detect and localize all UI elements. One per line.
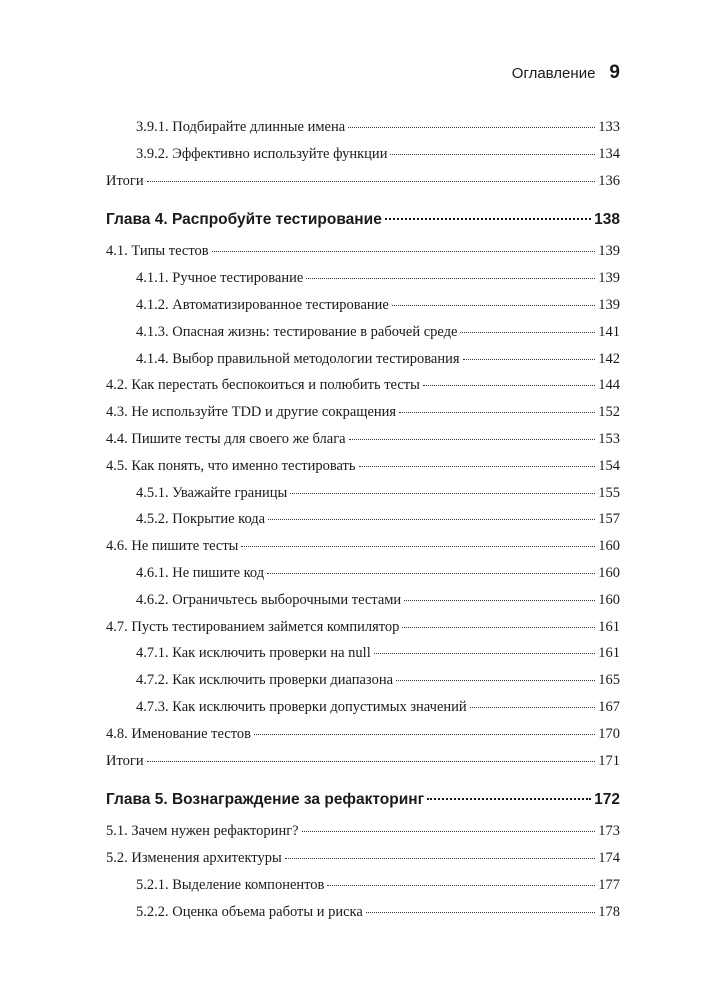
toc-entry-page: 174 — [598, 850, 620, 867]
toc-entry-label: 4.7.3. Как исключить проверки допустимых значений — [136, 698, 467, 715]
toc-entry-label: 4.3. Не используйте TDD и другие сокращения — [106, 404, 397, 421]
toc-entry — [106, 753, 620, 780]
dot-leader — [348, 127, 595, 128]
toc-entry — [106, 377, 620, 404]
running-header — [512, 62, 620, 84]
dot-leader — [147, 181, 596, 182]
toc-entry-label: 4.5.1. Уважайте границы — [136, 484, 288, 501]
toc-entry — [106, 119, 620, 146]
toc-entry — [106, 538, 620, 565]
toc-entry-page: 141 — [598, 323, 620, 340]
header-section-title: Оглавление — [511, 65, 596, 82]
toc-entry-label: 3.9.1. Подбирайте длинные имена — [136, 119, 346, 135]
toc-entry-page: 165 — [598, 672, 620, 689]
toc-entry-label: 4.7.2. Как исключить проверки диапазона — [136, 672, 394, 689]
toc-entry-page: 139 — [598, 296, 620, 313]
toc-entry-label: Глава 4. Распробуйте тестирование — [106, 211, 382, 229]
toc-entry-page: 139 — [598, 270, 620, 287]
toc-entry-page: 167 — [598, 698, 620, 715]
toc-entry — [106, 146, 620, 173]
toc-entry — [106, 672, 620, 699]
toc-entry-label: 4.1.3. Опасная жизнь: тестирование в рабочей среде — [136, 323, 458, 340]
dot-leader — [349, 439, 596, 440]
table-of-contents — [106, 119, 620, 931]
dot-leader — [392, 305, 595, 306]
toc-entry-page: 171 — [598, 752, 620, 769]
toc-entry — [106, 619, 620, 646]
toc-entry-label: 4.7. Пусть тестированием займется компилятор — [106, 618, 400, 635]
toc-entry-page: 138 — [594, 211, 620, 229]
dot-leader — [267, 573, 595, 574]
toc-entry-label: 4.6. Не пишите тесты — [106, 538, 239, 555]
toc-entry-label: 5.2.1. Выделение компонентов — [136, 876, 325, 893]
toc-chapter-entry — [106, 791, 620, 821]
toc-entry — [106, 850, 620, 877]
dot-leader — [399, 412, 595, 413]
dot-leader — [404, 600, 595, 601]
toc-entry — [106, 726, 620, 753]
toc-entry-page: 161 — [598, 645, 620, 662]
toc-entry-label: 5.1. Зачем нужен рефакторинг? — [106, 823, 299, 840]
dot-leader — [366, 912, 595, 913]
toc-entry-label: 4.4. Пишите тесты для своего же блага — [106, 430, 346, 447]
dot-leader — [402, 627, 595, 628]
toc-entry — [106, 297, 620, 324]
toc-entry-label: 4.1.4. Выбор правильной методологии тестирования — [136, 350, 460, 367]
dot-leader — [241, 546, 595, 547]
toc-entry-label: 4.5. Как понять, что именно тестировать — [106, 457, 356, 474]
dot-leader — [327, 885, 595, 886]
toc-entry-page: 152 — [598, 404, 620, 421]
toc-entry-page: 144 — [598, 377, 620, 394]
toc-entry — [106, 645, 620, 672]
dot-leader — [212, 251, 596, 252]
toc-entry — [106, 511, 620, 538]
toc-entry — [106, 699, 620, 726]
toc-entry-page: 160 — [598, 591, 620, 608]
toc-entry-page: 160 — [598, 564, 620, 581]
dot-leader — [470, 707, 596, 708]
toc-entry-page: 139 — [598, 243, 620, 260]
dot-leader — [423, 385, 595, 386]
toc-entry-page: 178 — [598, 903, 620, 920]
toc-entry — [106, 270, 620, 297]
toc-entry-page: 170 — [598, 725, 620, 742]
toc-entry-label: 4.2. Как перестать беспокоиться и полюбить тесты — [106, 377, 420, 394]
toc-entry-label: 4.6.2. Ограничьтесь выборочными тестами — [136, 591, 402, 608]
dot-leader — [460, 332, 595, 333]
toc-entry-label: 4.5.2. Покрытие кода — [136, 511, 266, 528]
toc-entry — [106, 173, 620, 200]
toc-entry-label: 3.9.2. Эффективно используйте функции — [136, 145, 388, 162]
dot-leader — [359, 466, 596, 467]
toc-entry-page: 155 — [598, 484, 620, 501]
dot-leader — [374, 653, 596, 654]
toc-entry — [106, 324, 620, 351]
toc-entry-page: 172 — [594, 791, 620, 809]
header-page-number: 9 — [609, 62, 620, 83]
toc-entry-label: 4.8. Именование тестов — [106, 725, 251, 742]
toc-entry — [106, 404, 620, 431]
dot-leader — [285, 858, 596, 859]
toc-entry-label: 4.1.2. Автоматизированное тестирование — [136, 296, 389, 313]
dot-leader — [302, 831, 596, 832]
toc-entry — [106, 823, 620, 850]
dot-leader — [254, 734, 595, 735]
toc-entry-label: 4.6.1. Не пишите код — [136, 564, 265, 581]
toc-entry — [106, 904, 620, 931]
toc-chapter-entry — [106, 211, 620, 241]
toc-entry — [106, 243, 620, 270]
toc-entry-page: 142 — [598, 350, 620, 367]
toc-entry-label: Итоги — [106, 752, 144, 769]
dot-leader — [427, 798, 591, 800]
toc-entry-page: 154 — [598, 457, 620, 474]
toc-entry-page: 160 — [598, 538, 620, 555]
toc-entry-label: Итоги — [106, 172, 144, 189]
dot-leader — [385, 218, 591, 220]
toc-entry-page: 177 — [598, 876, 620, 893]
toc-entry-page: 157 — [598, 511, 620, 528]
toc-entry-page: 133 — [598, 119, 620, 135]
dot-leader — [463, 359, 596, 360]
toc-entry — [106, 877, 620, 904]
toc-entry-label: 5.2.2. Оценка объема работы и риска — [136, 903, 363, 920]
toc-entry-page: 153 — [598, 430, 620, 447]
dot-leader — [290, 493, 595, 494]
dot-leader — [147, 761, 596, 762]
toc-entry — [106, 431, 620, 458]
toc-entry — [106, 565, 620, 592]
dot-leader — [390, 154, 595, 155]
toc-entry-page: 136 — [598, 172, 620, 189]
dot-leader — [396, 680, 595, 681]
toc-entry-label: Глава 5. Вознаграждение за рефакторинг — [106, 791, 425, 809]
dot-leader — [268, 519, 595, 520]
toc-entry — [106, 485, 620, 512]
toc-entry — [106, 592, 620, 619]
toc-entry-page: 134 — [598, 145, 620, 162]
toc-entry-page: 173 — [598, 823, 620, 840]
toc-entry — [106, 351, 620, 378]
toc-entry-page: 161 — [598, 618, 620, 635]
toc-entry — [106, 458, 620, 485]
toc-entry-label: 5.2. Изменения архитектуры — [106, 850, 282, 867]
toc-entry-label: 4.1.1. Ручное тестирование — [136, 270, 304, 287]
toc-entry-label: 4.1. Типы тестов — [106, 243, 209, 260]
dot-leader — [306, 278, 595, 279]
toc-entry-label: 4.7.1. Как исключить проверки на null — [136, 645, 371, 662]
